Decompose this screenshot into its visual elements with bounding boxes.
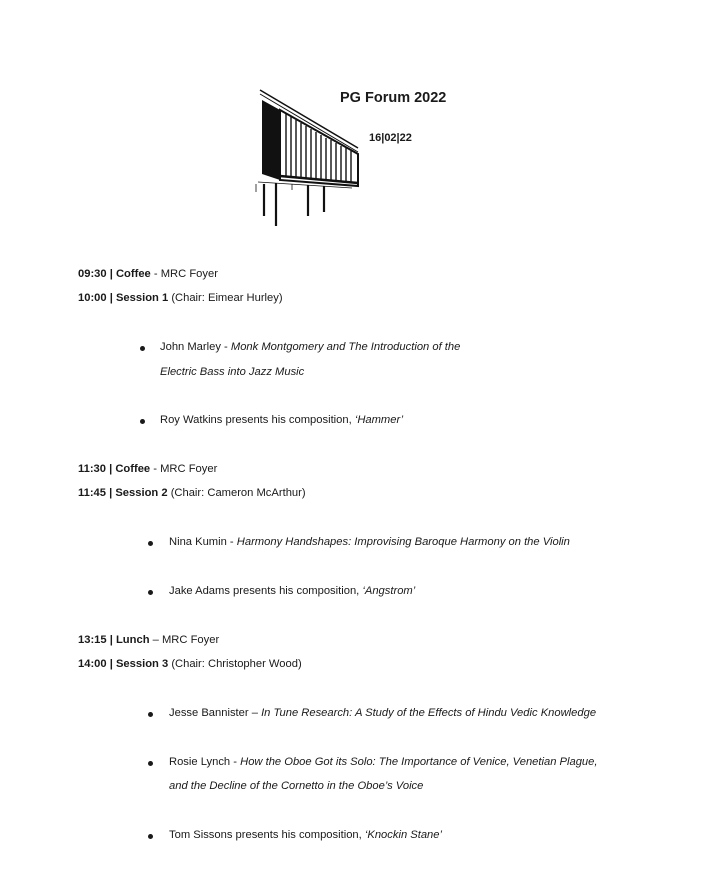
schedule-detail: (Chair: Cameron McArthur) [170,487,306,499]
event-date: 16|02|22 [369,132,412,144]
separator: - [220,341,231,353]
talk-speaker: Nina Kumin [169,536,227,548]
schedule-row [78,463,217,475]
composition-title: ‘Hammer’ [354,414,404,426]
schedule-detail: MRC Foyer [160,268,218,280]
talk-title: Harmony Handshapes: Improvising Baroque Harmony on the Violin [236,536,570,548]
bullet-dot [140,419,145,424]
schedule-event: Coffee [115,463,151,475]
talk-title: and the Decline of the Cornetto in the Oboe’s Voice [169,780,424,792]
talk-title: How the Oboe Got its Solo: The Importance of Venice, Venetian Plague, [240,756,598,768]
talk-title-continued [160,366,304,378]
composition-title: ‘Angstrom’ [362,585,416,597]
schedule-event: Lunch [115,634,150,646]
talk-text: Tom Sissons presents his composition, [169,829,365,841]
schedule-detail: (Chair: Christopher Wood) [171,658,302,670]
talk-item [160,341,460,353]
bullet-dot [148,712,153,717]
talk-title-continued [169,780,423,792]
schedule-detail: (Chair: Eimear Hurley) [171,292,283,304]
schedule-event: Session 1 [115,292,169,304]
schedule-detail: MRC Foyer [160,463,218,475]
talk-title: Monk Montgomery and The Introduction of the [230,341,461,353]
schedule-event: Session 2 [115,487,168,499]
building-logo-icon [252,88,364,228]
talk-text: Jake Adams presents his composition, [169,585,363,597]
schedule-time: 13:15 | [78,634,113,646]
separator: – [149,634,162,646]
separator: - [150,268,161,280]
schedule-time: 11:45 | [78,487,113,499]
schedule-event: Coffee [115,268,151,280]
talk-title: In Tune Research: A Study of the Effects of Hindu Vedic Knowledge [261,707,597,719]
talk-item [169,756,598,768]
schedule-row [78,634,219,646]
composition-title: ‘Knockin Stane’ [364,829,442,841]
page-title: PG Forum 2022 [340,90,447,106]
schedule-row [78,487,306,499]
bullet-dot [148,541,153,546]
talk-text: Roy Watkins presents his composition, [160,414,355,426]
schedule-detail: MRC Foyer [161,634,220,646]
talk-speaker: John Marley [160,341,221,353]
bullet-dot [148,761,153,766]
talk-item [160,414,403,426]
schedule-time: 14:00 | [78,658,113,670]
talk-item [169,585,415,597]
separator: – [248,707,262,719]
schedule-time: 09:30 | [78,268,113,280]
separator: - [226,536,237,548]
bullet-dot [140,346,145,351]
talk-speaker: Jesse Bannister [169,707,249,719]
bullet-dot [148,834,153,839]
talk-title: Electric Bass into Jazz Music [160,366,305,378]
schedule-row [78,658,302,670]
separator: - [230,756,241,768]
talk-item [169,829,442,841]
schedule-time: 10:00 | [78,292,113,304]
talk-speaker: Rosie Lynch [169,756,231,768]
schedule-time: 11:30 | [78,463,113,475]
talk-item [169,707,596,719]
schedule-row [78,292,283,304]
schedule-row [78,268,218,280]
schedule-event: Session 3 [115,658,169,670]
separator: - [150,463,161,475]
bullet-dot [148,590,153,595]
talk-item [169,536,570,548]
